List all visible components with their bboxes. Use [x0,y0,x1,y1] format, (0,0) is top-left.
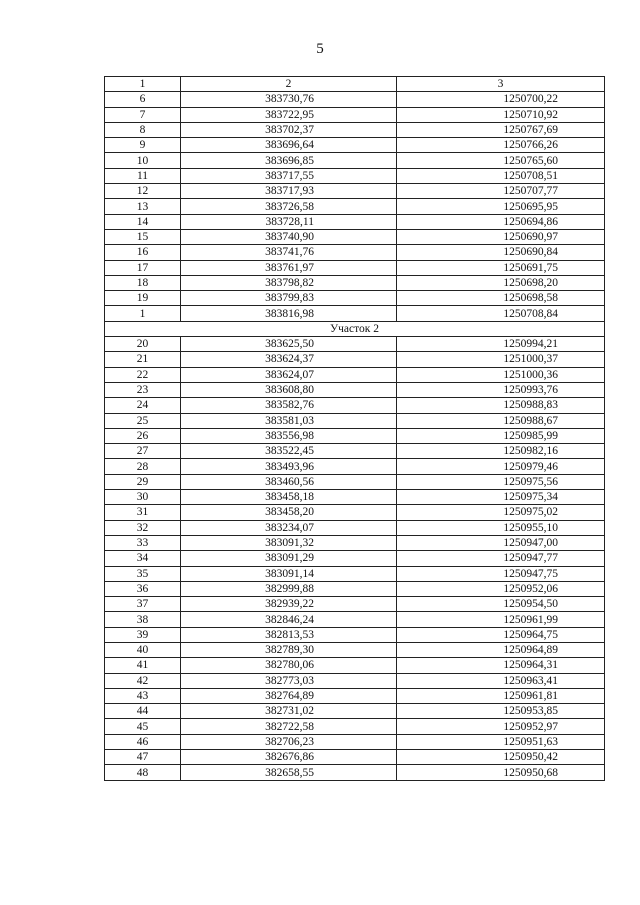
point-number-cell: 8 [105,122,181,137]
x-coordinate-cell: 382722,58 [181,719,397,734]
page-number: 5 [316,41,324,57]
table-row [105,520,605,535]
point-number-cell: 38 [105,612,181,627]
y-coordinate-cell: 1250947,75 [397,566,605,581]
table-row [105,627,605,642]
x-coordinate-cell: 383702,37 [181,122,397,137]
x-coordinate-cell: 383799,83 [181,291,397,306]
table-header-row [105,77,605,92]
y-coordinate-cell: 1250955,10 [397,520,605,535]
y-coordinate-cell: 1250963,41 [397,673,605,688]
x-coordinate-cell: 383493,96 [181,459,397,474]
table-row [105,260,605,275]
table-row [105,184,605,199]
y-coordinate-cell: 1250964,75 [397,627,605,642]
table-row [105,398,605,413]
point-number-cell: 45 [105,719,181,734]
x-coordinate-cell: 382773,03 [181,673,397,688]
point-number-cell: 16 [105,245,181,260]
point-number-cell: 19 [105,291,181,306]
x-coordinate-cell: 382780,06 [181,658,397,673]
table-row [105,490,605,505]
point-number-cell: 25 [105,413,181,428]
x-coordinate-cell: 383730,76 [181,92,397,107]
table-row [105,428,605,443]
point-number-cell: 33 [105,535,181,550]
y-coordinate-cell: 1251000,37 [397,352,605,367]
point-number-cell: 46 [105,734,181,749]
point-number-cell: 23 [105,382,181,397]
point-number-cell: 7 [105,107,181,122]
y-coordinate-cell: 1250988,67 [397,413,605,428]
y-coordinate-cell: 1250993,76 [397,382,605,397]
point-number-cell: 41 [105,658,181,673]
y-coordinate-cell: 1250708,51 [397,168,605,183]
y-coordinate-cell: 1250982,16 [397,444,605,459]
point-number-cell: 36 [105,581,181,596]
point-number-cell: 43 [105,688,181,703]
point-number-cell: 44 [105,704,181,719]
y-coordinate-cell: 1250690,97 [397,229,605,244]
y-coordinate-cell: 1250698,20 [397,275,605,290]
point-number-cell: 32 [105,520,181,535]
x-coordinate-cell: 383741,76 [181,245,397,260]
point-number-cell: 42 [105,673,181,688]
point-number-cell: 34 [105,551,181,566]
y-coordinate-cell: 1250707,77 [397,184,605,199]
x-coordinate-cell: 382789,30 [181,642,397,657]
y-coordinate-cell: 1250765,60 [397,153,605,168]
point-number-cell: 39 [105,627,181,642]
table-row [105,566,605,581]
table-row [105,505,605,520]
point-number-cell: 1 [105,306,181,321]
point-number-cell: 35 [105,566,181,581]
table-row [105,459,605,474]
y-coordinate-cell: 1250947,00 [397,535,605,550]
y-coordinate-cell: 1250710,92 [397,107,605,122]
point-number-cell: 15 [105,229,181,244]
y-coordinate-cell: 1251000,36 [397,367,605,382]
y-coordinate-cell: 1250766,26 [397,138,605,153]
x-coordinate-cell: 383798,82 [181,275,397,290]
point-number-cell: 10 [105,153,181,168]
point-number-cell: 13 [105,199,181,214]
x-coordinate-cell: 383234,07 [181,520,397,535]
y-coordinate-cell: 1250690,84 [397,245,605,260]
point-number-cell: 31 [105,505,181,520]
table-row [105,444,605,459]
y-coordinate-cell: 1250947,77 [397,551,605,566]
table-row [105,122,605,137]
y-coordinate-cell: 1250979,46 [397,459,605,474]
table-row [105,535,605,550]
x-coordinate-cell: 382658,55 [181,765,397,780]
table-row [105,229,605,244]
y-coordinate-cell: 1250975,34 [397,490,605,505]
x-coordinate-cell: 383740,90 [181,229,397,244]
x-coordinate-cell: 383717,55 [181,168,397,183]
table-row [105,107,605,122]
x-coordinate-cell: 383460,56 [181,474,397,489]
coordinates-table [104,76,605,781]
x-coordinate-cell: 382939,22 [181,597,397,612]
x-coordinate-cell: 383608,80 [181,382,397,397]
table-row [105,413,605,428]
table-row [105,168,605,183]
y-coordinate-cell: 1250961,99 [397,612,605,627]
table-row [105,704,605,719]
table-row [105,382,605,397]
point-number-cell: 11 [105,168,181,183]
y-coordinate-cell: 1250953,85 [397,704,605,719]
table-row [105,581,605,596]
table-row [105,658,605,673]
y-coordinate-cell: 1250988,83 [397,398,605,413]
y-coordinate-cell: 1250708,84 [397,306,605,321]
y-coordinate-cell: 1250994,21 [397,337,605,352]
y-coordinate-cell: 1250985,99 [397,428,605,443]
point-number-cell: 24 [105,398,181,413]
table-row [105,92,605,107]
table-row [105,153,605,168]
point-number-cell: 18 [105,275,181,290]
point-number-cell: 21 [105,352,181,367]
table-row [105,642,605,657]
y-coordinate-cell: 1250951,63 [397,734,605,749]
point-number-cell: 22 [105,367,181,382]
table-row [105,306,605,321]
x-coordinate-cell: 383624,37 [181,352,397,367]
point-number-cell: 37 [105,597,181,612]
x-coordinate-cell: 383091,32 [181,535,397,550]
y-coordinate-cell: 1250952,97 [397,719,605,734]
x-coordinate-cell: 383728,11 [181,214,397,229]
y-coordinate-cell: 1250961,81 [397,688,605,703]
x-coordinate-cell: 383696,85 [181,153,397,168]
column-header-y: 3 [397,77,605,92]
y-coordinate-cell: 1250691,75 [397,260,605,275]
x-coordinate-cell: 383625,50 [181,337,397,352]
point-number-cell: 6 [105,92,181,107]
table-row [105,551,605,566]
x-coordinate-cell: 383458,18 [181,490,397,505]
x-coordinate-cell: 383717,93 [181,184,397,199]
x-coordinate-cell: 383091,14 [181,566,397,581]
table-row [105,275,605,290]
x-coordinate-cell: 382731,02 [181,704,397,719]
section-label: Участок 2 [105,321,605,336]
table-row [105,352,605,367]
coordinates-table-body [105,77,605,781]
x-coordinate-cell: 383582,76 [181,398,397,413]
table-row [105,214,605,229]
section-row [105,321,605,336]
point-number-cell: 29 [105,474,181,489]
x-coordinate-cell: 383624,07 [181,367,397,382]
x-coordinate-cell: 382706,23 [181,734,397,749]
table-row [105,750,605,765]
point-number-cell: 17 [105,260,181,275]
table-row [105,719,605,734]
x-coordinate-cell: 382764,89 [181,688,397,703]
table-row [105,612,605,627]
x-coordinate-cell: 383726,58 [181,199,397,214]
y-coordinate-cell: 1250952,06 [397,581,605,596]
table-row [105,765,605,780]
x-coordinate-cell: 383722,95 [181,107,397,122]
table-row [105,597,605,612]
x-coordinate-cell: 382813,53 [181,627,397,642]
y-coordinate-cell: 1250950,68 [397,765,605,780]
point-number-cell: 9 [105,138,181,153]
y-coordinate-cell: 1250950,42 [397,750,605,765]
y-coordinate-cell: 1250767,69 [397,122,605,137]
y-coordinate-cell: 1250964,31 [397,658,605,673]
table-row [105,138,605,153]
column-header-point-number: 1 [105,77,181,92]
table-row [105,688,605,703]
x-coordinate-cell: 383816,98 [181,306,397,321]
point-number-cell: 27 [105,444,181,459]
x-coordinate-cell: 383091,29 [181,551,397,566]
point-number-cell: 47 [105,750,181,765]
point-number-cell: 14 [105,214,181,229]
point-number-cell: 20 [105,337,181,352]
y-coordinate-cell: 1250695,95 [397,199,605,214]
y-coordinate-cell: 1250694,86 [397,214,605,229]
point-number-cell: 28 [105,459,181,474]
y-coordinate-cell: 1250964,89 [397,642,605,657]
table-row [105,199,605,214]
point-number-cell: 48 [105,765,181,780]
x-coordinate-cell: 383581,03 [181,413,397,428]
point-number-cell: 26 [105,428,181,443]
x-coordinate-cell: 383696,64 [181,138,397,153]
table-row [105,673,605,688]
table-row [105,245,605,260]
y-coordinate-cell: 1250975,02 [397,505,605,520]
x-coordinate-cell: 382999,88 [181,581,397,596]
table-row [105,367,605,382]
column-header-x: 2 [181,77,397,92]
table-row [105,337,605,352]
y-coordinate-cell: 1250698,58 [397,291,605,306]
point-number-cell: 30 [105,490,181,505]
y-coordinate-cell: 1250975,56 [397,474,605,489]
x-coordinate-cell: 383761,97 [181,260,397,275]
table-row [105,291,605,306]
point-number-cell: 40 [105,642,181,657]
x-coordinate-cell: 383458,20 [181,505,397,520]
x-coordinate-cell: 382676,86 [181,750,397,765]
y-coordinate-cell: 1250700,22 [397,92,605,107]
point-number-cell: 12 [105,184,181,199]
y-coordinate-cell: 1250954,50 [397,597,605,612]
table-row [105,474,605,489]
table-row [105,734,605,749]
x-coordinate-cell: 382846,24 [181,612,397,627]
x-coordinate-cell: 383556,98 [181,428,397,443]
x-coordinate-cell: 383522,45 [181,444,397,459]
